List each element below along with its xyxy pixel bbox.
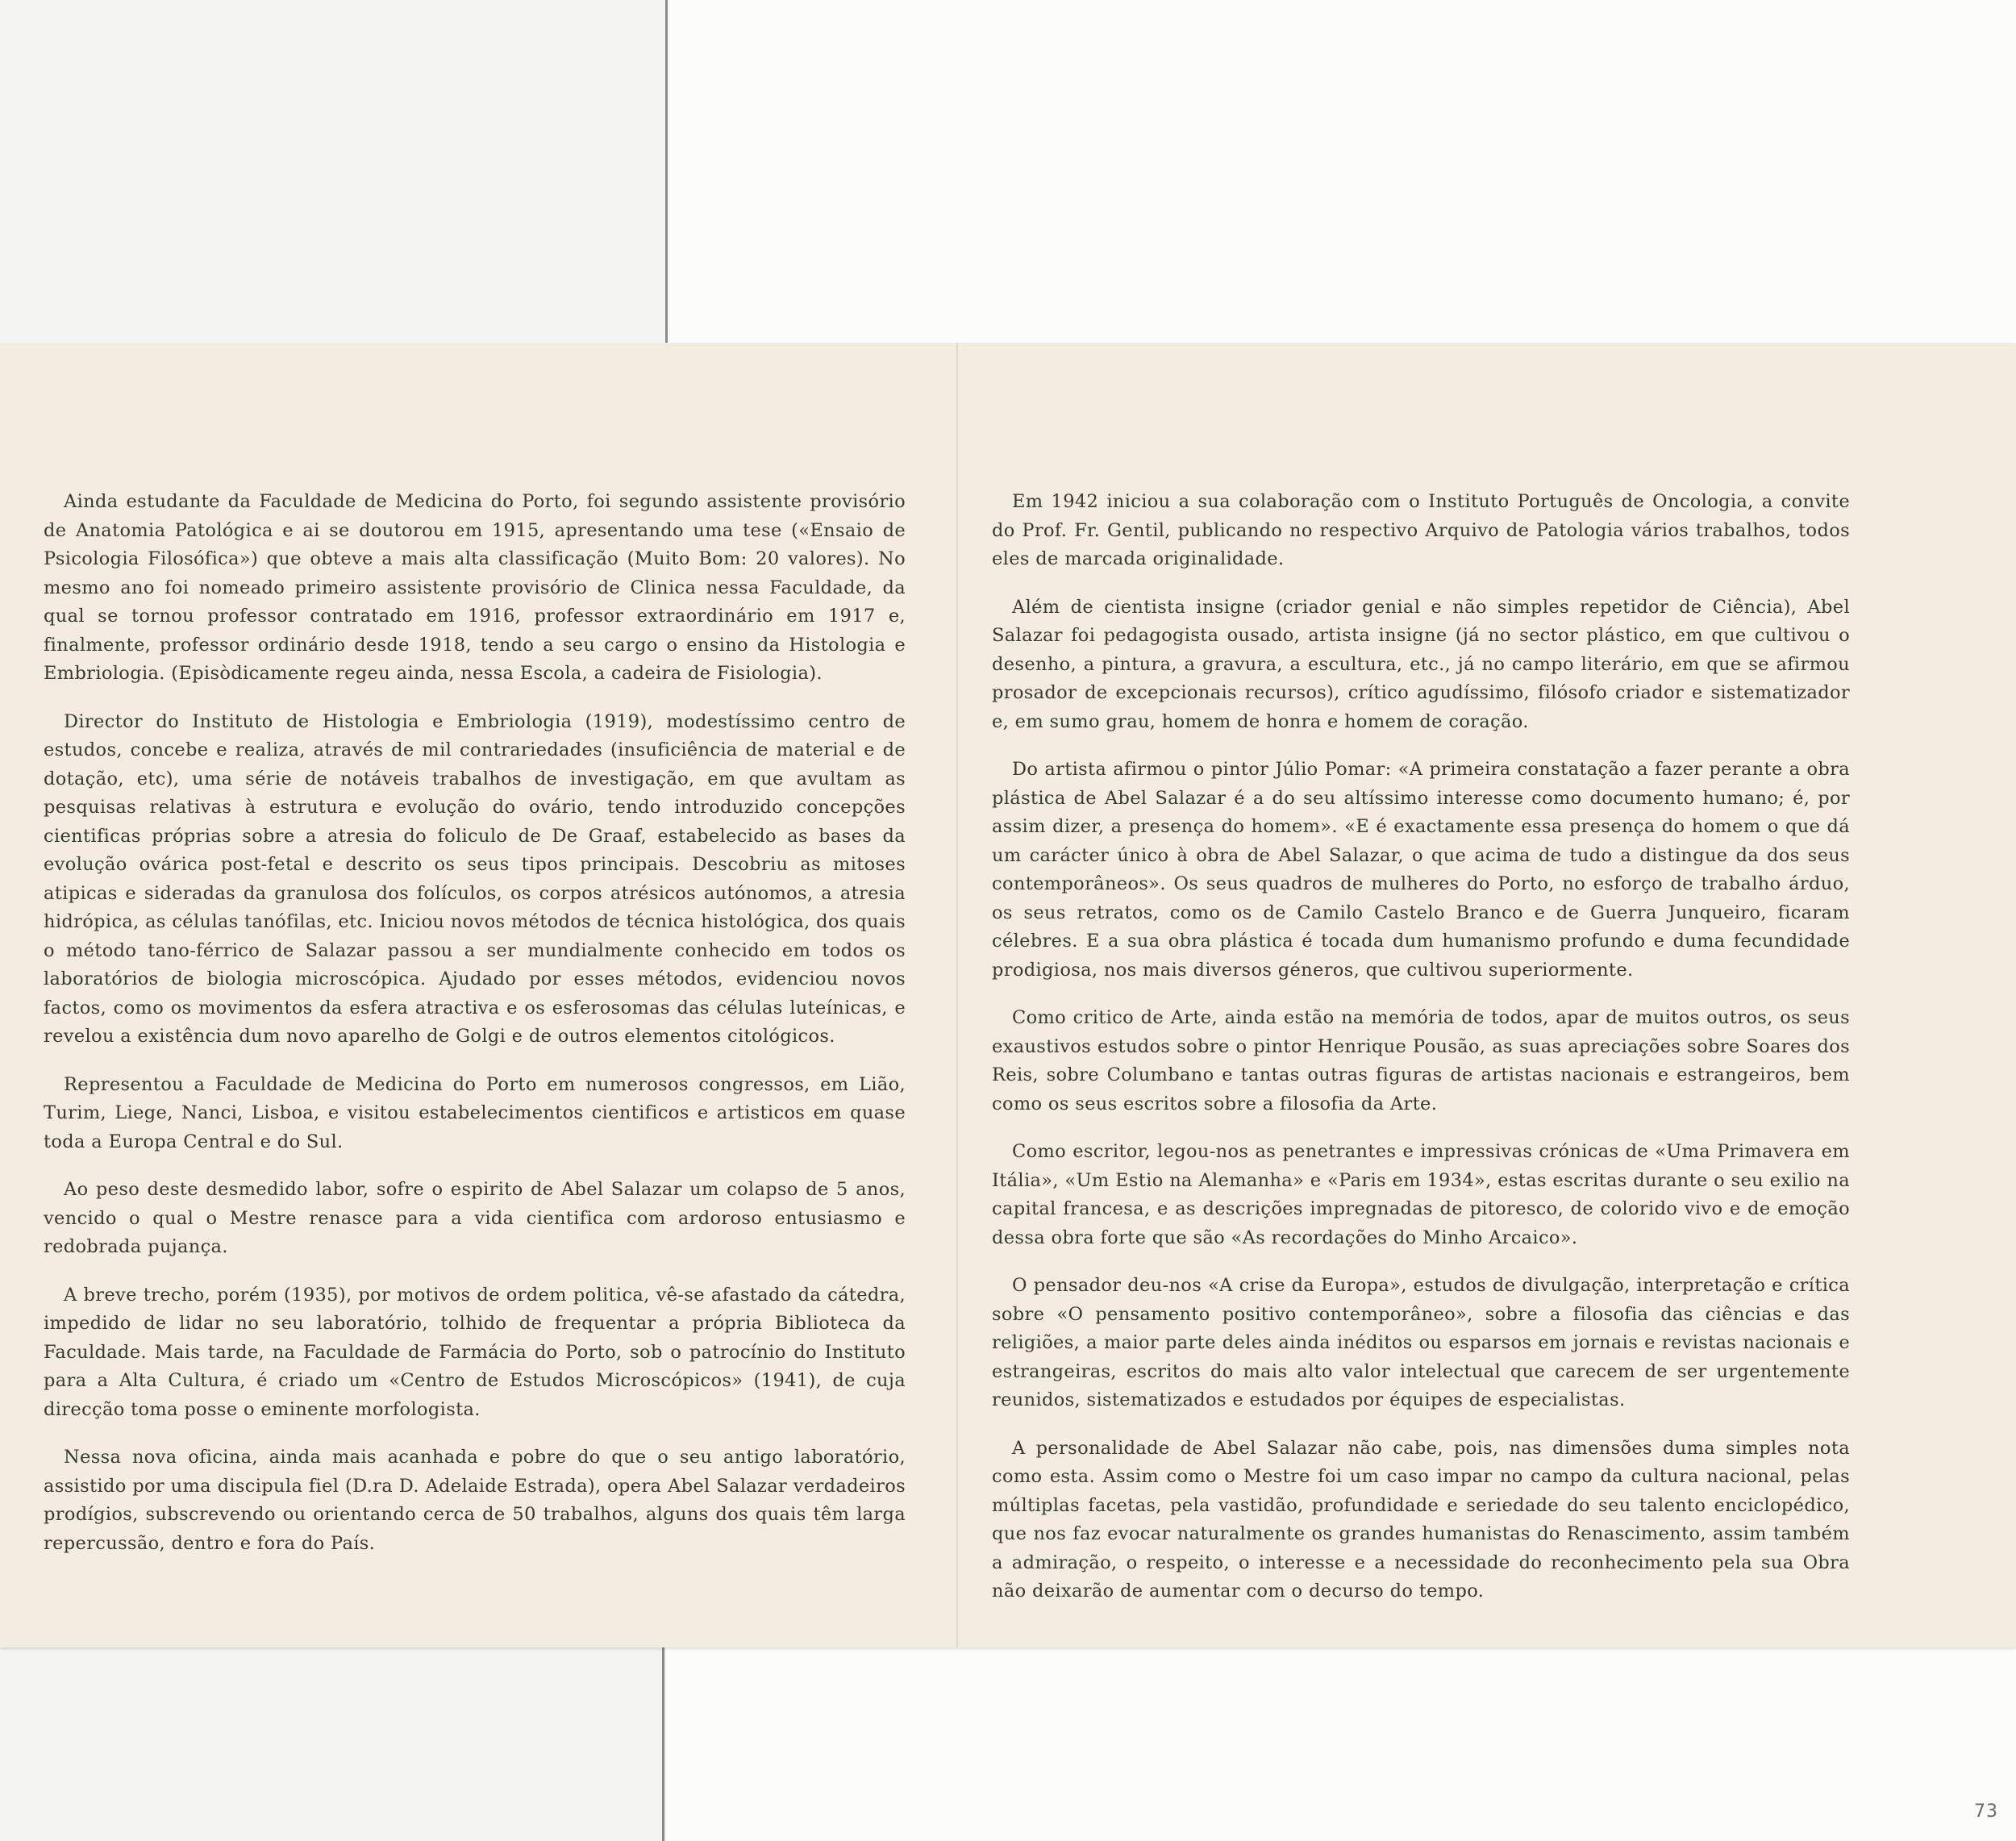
paragraph: Do artista afirmou o pintor Júlio Pomar: «A primeira constatação a fazer perante a obra plástica de Abel Salazar é a do seu altíssimo interesse como documento humano; é, por assim dizer, a presença do homem». «E é exactamente essa presença do homem o que dá um carácter único à obra de Abel Salazar, o que acima de tudo a distingue da dos seus contemporâneos». Os seus quadros de mulheres do Porto, no esforço de trabalho árduo, os seus retratos, como os de Camilo Castelo Branco e de Guerra Junqueiro, ficaram célebres. E a sua obra plástica é tocada dum humanismo profundo e duma fecundidade prodigiosa, nos mais diversos géneros, que cultivou superiormente. <box>992 759 1850 981</box>
left-page-column <box>44 488 906 1577</box>
paragraph: Como critico de Arte, ainda estão na memória de todos, apar de muitos outros, os seus exaustivos estudos sobre o pintor Henrique Pousão, as suas apreciações sobre Soares dos Reis, sobre Columbano e tantas outras figuras de artistas nacionais e estrangeiros, bem como os seus escritos sobre a filosofia da Arte. <box>992 1007 1850 1114</box>
paragraph: Director do Instituto de Histologia e Embriologia (1919), modestíssimo centro de estudos, concebe e realiza, através de mil contrariedades (insuficiência de material e de dotação, etc), uma série de notáveis trabalhos de investigação, em que avultam as pesquisas relativas à estrutura e evolução do ovário, tendo introduzido concepções cientificas próprias sobre a atresia do foliculo de De Graaf, estabelecido as bases da evolução ovárica post-fetal e descrito os seus tipos principais. Descobriu as mitoses atipicas e sideradas da granulosa dos folículos, os corpos atrésicos autónomos, a atresia hidrópica, as células tanófilas, etc. Iniciou novos métodos de técnica histológica, dos quais o método tano-férrico de Salazar passou a ser mundialmente conhecido em todos os laboratórios de biologia microscópica. Ajudado por esses métodos, evidenciou novos factos, como os movimentos da esfera atractiva e os esferosomas das células luteínicas, e revelou a existência dum novo aparelho de Golgi e de outros elementos citológicos. <box>44 710 906 1047</box>
paragraph: Ao peso deste desmedido labor, sofre o espirito de Abel Salazar um colapso de 5 anos, vencido o qual o Mestre renasce para a vida cientifica com ardoroso entusiasmo e redobrada pujança. <box>44 1179 906 1257</box>
leaflet-spread <box>0 343 2016 1647</box>
paragraph: A breve trecho, porém (1935), por motivos de ordem politica, vê-se afastado da cátedra, impedido de lidar no seu laboratório, tolhido de frequentar a própria Biblioteca da Faculdade. Mais tarde, na Faculdade de Farmácia do Porto, sob o patrocínio do Instituto para a Alta Cultura, é criado um «Centro de Estudos Microscópicos» (1941), de cuja direcção toma posse o eminente morfologista. <box>44 1284 906 1420</box>
paragraph: Ainda estudante da Faculdade de Medicina do Porto, foi segundo assistente provisório de Anatomia Patológica e ai se doutorou em 1915, apresentando uma tese («Ensaio de Psicologia Filosófica») que obteve a mais alta classificação (Muito Bom: 20 valores). No mesmo ano foi nomeado primeiro assistente provisório de Clinica nessa Faculdade, da qual se tornou professor contratado em 1916, professor extraordinário em 1917 e, finalmente, professor ordinário desde 1918, tendo a seu cargo o ensino da Histologia e Embriologia. (Episòdicamente regeu ainda, nessa Escola, a cadeira de Fisiologia). <box>44 491 906 684</box>
right-page-column <box>992 488 1850 1626</box>
paragraph: Em 1942 iniciou a sua colaboração com o Instituto Português de Oncologia, a convite do Prof. Fr. Gentil, publicando no respectivo Arquivo de Patologia vários trabalhos, todos eles de marcada originalidade. <box>992 491 1850 569</box>
paragraph: Como escritor, legou-nos as penetrantes e impressivas crónicas de «Uma Primavera em Itália», «Um Estio na Alemanha» e «Paris em 1934», estas escritas durante o seu exilio na capital francesa, e as descrições impregnadas de pitoresco, de colorido vivo e de emoção dessa obra forte que são «As recordações do Minho Arcaico». <box>992 1141 1850 1248</box>
paragraph: Representou a Faculdade de Medicina do Porto em numerosos congressos, em Lião, Turim, Liege, Nanci, Lisboa, e visitou estabelecimentos cientificos e artisticos em quase toda a Europa Central e do Sul. <box>44 1073 906 1152</box>
paragraph: O pensador deu-nos «A crise da Europa», estudos de divulgação, interpretação e crítica sobre «O pensamento positivo contemporâneo», sobre a filosofia das ciências e das religiões, a maior parte deles ainda inéditos ou esparsos em jornais e revistas nacionais e estrangeiras, escritos do mais alto valor intelectual que carecem de ser urgentemente reunidos, sistematizados e estudados por équipes de especialistas. <box>992 1275 1850 1410</box>
scan-divider-line-bottom <box>662 1645 664 1841</box>
paragraph: Nessa nova oficina, ainda mais acanhada e pobre do que o seu antigo laboratório, assistido por uma discipula fiel (D.ra D. Adelaide Estrada), opera Abel Salazar verdadeiros prodígios, subscrevendo ou orientando cerca de 50 trabalhos, alguns dos quais têm larga repercussão, dentro e fora do País. <box>44 1447 906 1554</box>
center-fold <box>956 343 958 1647</box>
handwritten-page-number: 73 <box>1974 1801 1998 1822</box>
paragraph: A personalidade de Abel Salazar não cabe, pois, nas dimensões duma simples nota como esta. Assim como o Mestre foi um caso impar no campo da cultura nacional, pelas múltiplas facetas, pela vastidão, profundidade e seriedade do seu talento enciclopédico, que nos faz evocar naturalmente os grandes humanistas do Renascimento, assim também a admiração, o respeito, o interesse e a necessidade do reconhecimento pela sua Obra não deixarão de aumentar com o decurso do tempo. <box>992 1437 1850 1602</box>
scan-divider-line-top <box>665 0 668 343</box>
paragraph: Além de cientista insigne (criador genial e não simples repetidor de Ciência), Abel Salazar foi pedagogista ousado, artista insigne (já no sector plástico, em que cultivou o desenho, a pintura, a gravura, a escultura, etc., já no campo literário, em que se afirmou prosador de excepcionais recursos), crítico agudíssimo, filósofo criador e sistematizador e, em sumo grau, homem de honra e homem de coração. <box>992 596 1850 732</box>
